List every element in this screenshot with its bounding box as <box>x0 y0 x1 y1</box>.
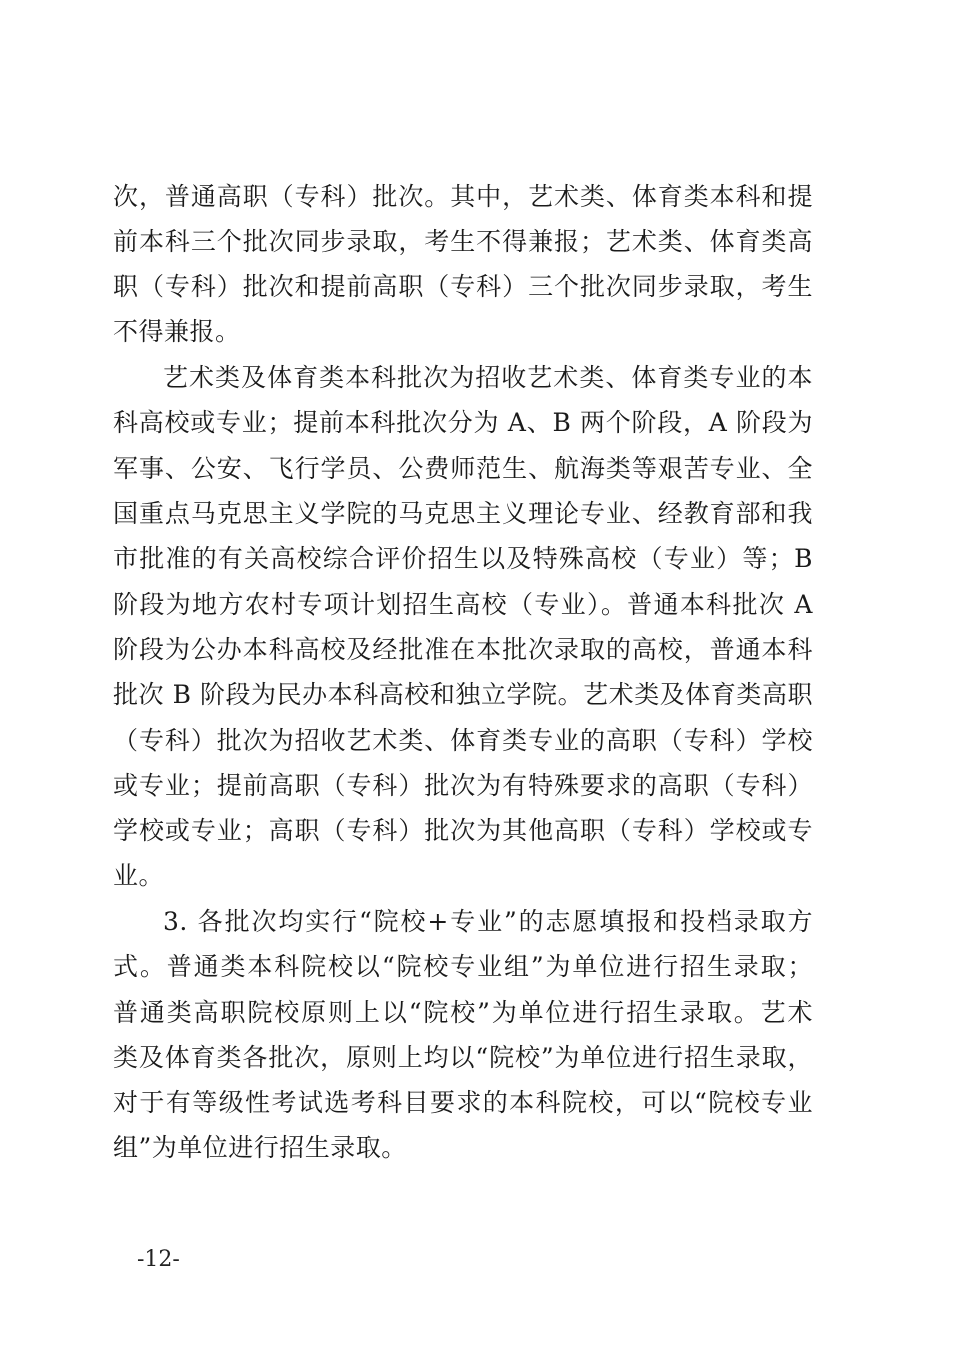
paragraph-first-line: 艺术类及体育类本科批次为招收艺术类、体育类专业的本 <box>163 363 813 392</box>
text-line: 阶段为公办本科高校及经批准在本批次录取的高校，普通本科 <box>113 635 813 664</box>
text-line: 阶段为地方农村专项计划招生高校（专业）。普通本科批次 A <box>113 590 813 619</box>
paragraph-first-line: 3. 各批次均实行“院校+专业”的志愿填报和投档录取方 <box>163 907 813 936</box>
text-line: 式。普通类本科院校以“院校专业组”为单位进行招生录取； <box>113 952 813 981</box>
text-line: 批次 B 阶段为民办本科高校和独立学院。艺术类及体育类高职 <box>113 680 813 709</box>
text-line: 类及体育类各批次，原则上均以“院校”为单位进行招生录取， <box>113 1043 813 1072</box>
text-line: 组”为单位进行招生录取。 <box>113 1133 407 1162</box>
text-line: 对于有等级性考试选考科目要求的本科院校，可以“院校专业 <box>113 1088 813 1117</box>
text-line: 职（专科）批次和提前高职（专科）三个批次同步录取，考生 <box>113 272 813 301</box>
text-line: 或专业；提前高职（专科）批次为有特殊要求的高职（专科） <box>113 771 813 800</box>
text-line: 市批准的有关高校综合评价招生以及特殊高校（专业）等；B <box>113 544 813 573</box>
text-line: 不得兼报。 <box>113 317 241 346</box>
text-line: 学校或专业；高职（专科）批次为其他高职（专科）学校或专 <box>113 816 813 845</box>
text-line: 前本科三个批次同步录取，考生不得兼报；艺术类、体育类高 <box>113 227 813 256</box>
text-line: 军事、公安、飞行学员、公费师范生、航海类等艰苦专业、全 <box>113 454 813 483</box>
page-number: -12- <box>137 1247 180 1272</box>
text-line: （专科）批次为招收艺术类、体育类专业的高职（专科）学校 <box>113 726 813 755</box>
text-line: 普通类高职院校原则上以“院校”为单位进行招生录取。艺术 <box>113 998 813 1027</box>
text-line: 国重点马克思主义学院的马克思主义理论专业、经教育部和我 <box>113 499 813 528</box>
text-line: 业。 <box>113 861 165 890</box>
text-line: 科高校或专业；提前本科批次分为 A、B 两个阶段，A 阶段为 <box>113 408 813 437</box>
text-line: 次，普通高职（专科）批次。其中，艺术类、体育类本科和提 <box>113 182 813 211</box>
